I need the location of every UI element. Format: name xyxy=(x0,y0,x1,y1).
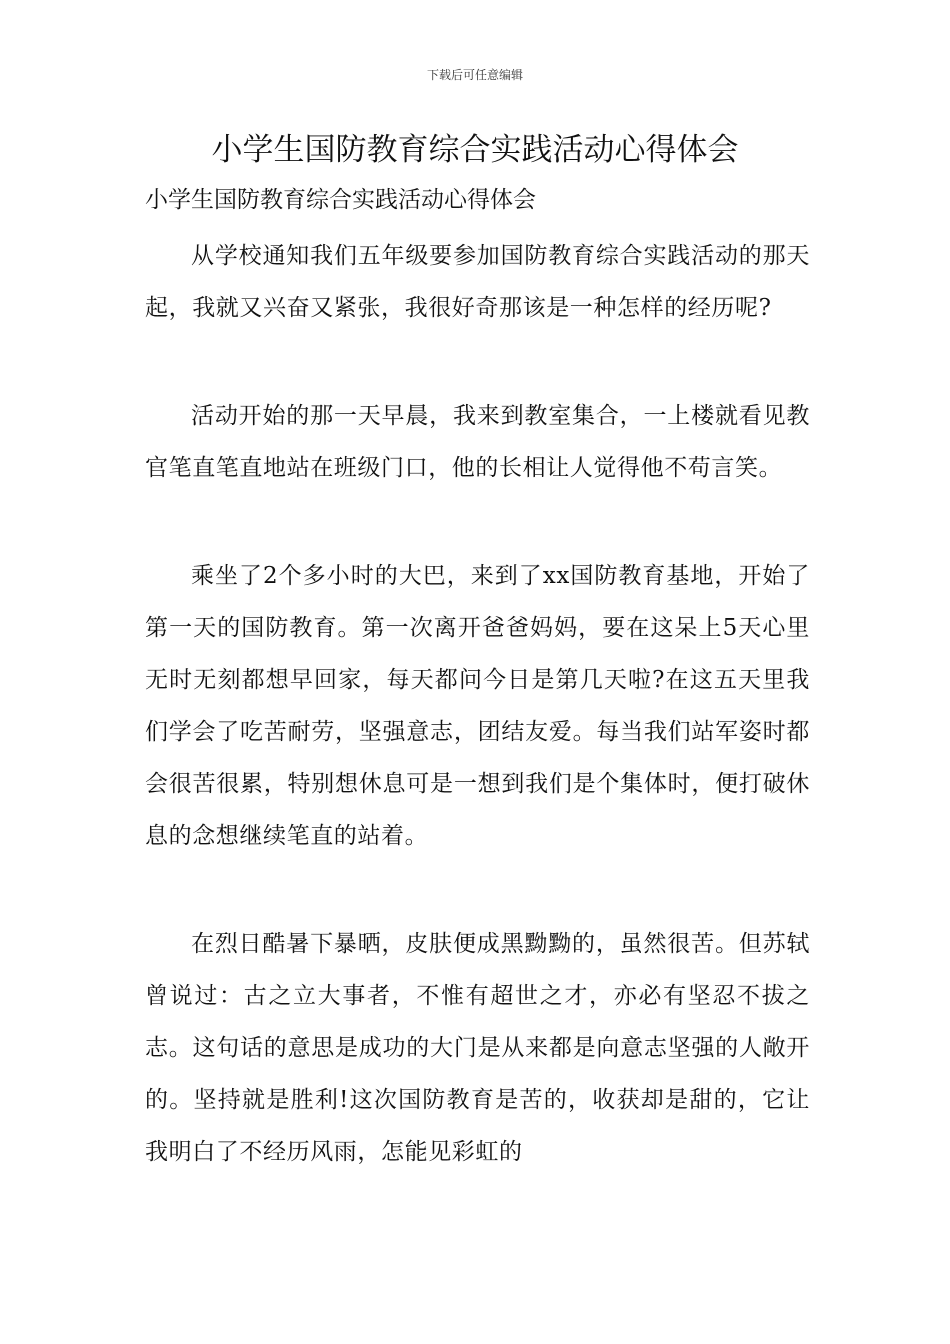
document-subtitle: 小学生国防教育综合实践活动心得体会 xyxy=(145,187,536,213)
paragraph-3: 乘坐了2个多小时的大巴，来到了xx国防教育基地，开始了第一天的国防教育。第一次离开爸爸妈妈，要在这呆上5天心里无时无刻都想早回家，每天都问今日是第几天啦?在这五天里我们学会了吃苦耐劳，坚强意志，团结友爱。每当我们站军姿时都会很苦很累，特别想休息可是一想到我们是个集体时，便打破休息的念想继续笔直的站着。 xyxy=(145,563,810,849)
paragraph-2: 活动开始的那一天早晨，我来到教室集合，一上楼就看见教官笔直笔直地站在班级门口，他的长相让人觉得他不苟言笑。 xyxy=(145,403,810,481)
body-text xyxy=(145,230,810,1234)
header-note: 下载后可任意编辑 xyxy=(426,68,523,82)
paragraph-1: 从学校通知我们五年级要参加国防教育综合实践活动的那天起，我就又兴奋又紧张，我很好奇那该是一种怎样的经历呢? xyxy=(145,243,810,321)
document-title: 小学生国防教育综合实践活动心得体会 xyxy=(211,132,739,168)
paragraph-4: 在烈日酷暑下暴晒，皮肤便成黑黝黝的，虽然很苦。但苏轼曾说过：古之立大事者，不惟有超世之才，亦必有坚忍不拔之志。这句话的意思是成功的大门是从来都是向意志坚强的人敞开的。坚持就是胜利!这次国防教育是苦的，收获却是甜的，它让我明白了不经历风雨，怎能见彩虹的 xyxy=(145,931,810,1165)
